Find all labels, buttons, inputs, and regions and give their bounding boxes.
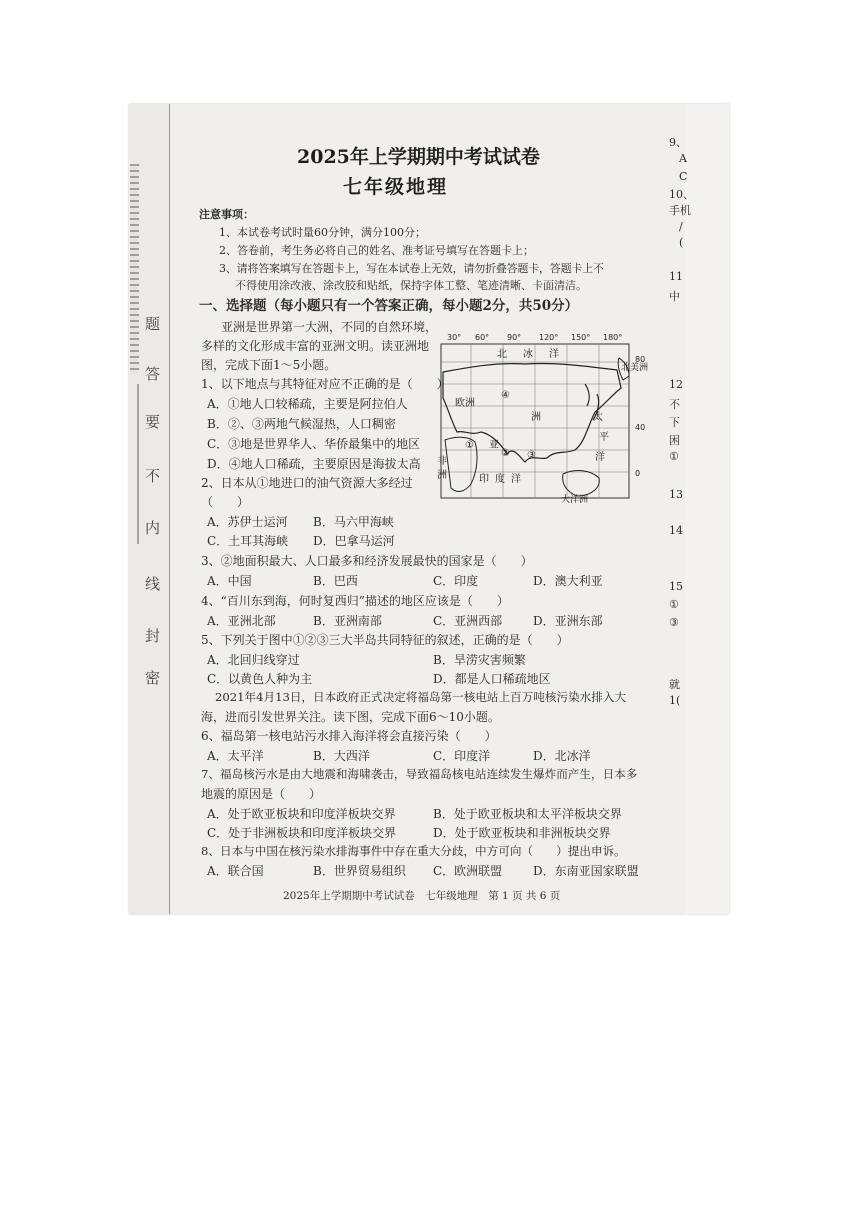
map-marker: ③ [527,450,536,461]
option: C．亚洲西部 [433,614,503,628]
margin-fragment: 11 [669,270,683,283]
margin-fragment: A [679,152,687,165]
binding-margin [129,104,170,914]
notice-line: 1、本试卷考试时量60分钟，满分100分； [219,226,426,239]
lon-label: 120° [539,333,559,342]
seal-char: 题 [143,316,161,331]
intro-line: 图，完成下面1～5小题。 [201,358,337,372]
intro-line: 海，进而引发世界关注。读下图，完成下面6～10小题。 [201,710,500,724]
option: A．苏伊士运河 [207,515,288,529]
option: B．巴西 [313,574,358,588]
asia-map [435,332,648,504]
ocean-label: 太 [593,412,603,423]
region-label: 大洋洲 [561,495,589,504]
map-marker: ④ [501,390,510,401]
ocean-label: 北 [497,349,507,360]
option: D．东南亚国家联盟 [533,864,639,878]
option: B．亚洲南部 [313,614,382,628]
question-2: 2、日本从①地进口的油气资源大多经过 [201,476,413,490]
lat-label: 0 [635,469,641,478]
lon-label: 60° [475,333,490,342]
option: A．太平洋 [207,749,264,763]
margin-fragment: 10、 [669,188,694,201]
option: B．②、③两地气候湿热，人口稠密 [207,417,396,431]
option: C．欧洲联盟 [433,864,503,878]
seal-char: 答 [143,366,161,381]
option: A．联合国 [207,864,264,878]
question-7-cont: 地震的原因是（ ） [201,787,322,801]
barcode-strip [130,164,139,374]
notice-line: 2、答卷前，考生务必将自己的姓名、准考证号填写在答题卡上； [219,244,534,257]
ocean-label: 洋 [549,349,559,360]
region-label: 洲 [437,470,447,481]
lat-label: 80 [635,355,646,364]
margin-fragment: 不 [669,398,680,411]
question-6: 6、福岛第一核电站污水排入海洋将会直接污染（ ） [201,729,497,743]
region-label: 北美洲 [621,363,648,373]
seal-char: 封 [143,628,161,643]
ocean-label: 印 [479,474,489,485]
ocean-label: 平 [599,432,609,443]
margin-fragment: 12 [669,378,683,391]
margin-fragment: / [679,220,683,233]
margin-fragment: 下 [669,416,680,429]
question-3: 3、②地面积最大、人口最多和经济发展最快的国家是（ ） [201,554,533,568]
margin-fragment: 就 [669,678,680,691]
seal-char: 密 [143,670,161,685]
page-1 [171,104,729,914]
ocean-label: 冰 [523,349,533,360]
margin-fragment: ① [669,450,679,463]
margin-fragment: 1( [669,694,681,707]
region-label: 欧洲 [455,398,475,409]
option: B．世界贸易组织 [313,864,406,878]
notice-line: 3、请将答案填写在答题卡上，写在本试卷上无效，请勿折叠答题卡，答题卡上不 [219,262,604,275]
option: A．亚洲北部 [207,614,276,628]
option: C．以黄色人种为主 [207,672,313,686]
option: C．处于非洲板块和印度洋板块交界 [207,826,397,840]
ocean-label: 洋 [595,452,605,463]
margin-fragment: 中 [669,290,680,303]
margin-fragment: C [679,170,688,183]
option: B．大西洋 [313,749,370,763]
region-label: 非 [437,456,447,467]
lon-label: 180° [603,333,623,342]
margin-fragment: 15 [669,580,683,593]
option: C．印度洋 [433,749,491,763]
exam-photo [129,104,729,914]
next-page-edge [669,104,729,914]
answer-blank: （ ） [201,495,250,509]
margin-fragment: 14 [669,524,683,537]
notice-heading: 注意事项： [199,208,254,221]
seal-char: 要 [143,414,161,429]
ocean-label: 度 [495,474,505,485]
option: D．都是人口稀疏地区 [433,672,551,686]
option: C．③地是世界华人、华侨最集中的地区 [207,437,421,451]
map-marker: ② [501,448,510,459]
question-1: 1、以下地点与其特征对应不正确的是（ ） [201,377,449,391]
lon-label: 30° [447,333,462,342]
option: D．处于欧亚板块和非洲板块交界 [433,826,611,840]
margin-fragment: ( [679,236,684,249]
option: D．澳大利亚 [533,574,603,588]
lon-label: 90° [507,333,522,342]
intro-line: 多样的文化形成丰富的亚洲文明。读亚洲地 [201,339,430,353]
exam-subject: 七年级地理 [343,176,449,198]
option: D．北冰洋 [533,749,591,763]
option: D．巴拿马运河 [313,534,395,548]
map-marker: ① [465,440,474,451]
margin-fragment: 9、 [669,136,687,149]
intro-line: 亚洲是世界第一大洲，不同的自然环境， [221,320,438,334]
margin-fragment: 手机 [669,204,691,217]
seal-line [137,384,139,544]
seal-char: 内 [143,520,161,535]
question-4: 4、“百川东到海，何时复西归”描述的地区应该是（ ） [201,594,509,608]
option: B．旱涝灾害频繁 [433,653,526,667]
lon-label: 150° [571,333,591,342]
margin-fragment: 13 [669,488,683,501]
option: A．中国 [207,574,252,588]
section-heading: 一、选择题（每小题只有一个答案正确，每小题2分，共50分） [199,298,579,314]
seal-char: 不 [143,468,161,483]
exam-title: 2025年上学期期中考试试卷 [297,146,540,168]
question-7: 7、福岛核污水是由大地震和海啸袭击，导致福岛核电站连续发生爆炸而产生，日本多 [201,767,638,781]
intro-line: 2021年4月13日，日本政府正式决定将福岛第一核电站上百万吨核污染水排入大 [215,690,627,704]
option: A．北回归线穿过 [207,653,300,667]
option: A．①地人口较稀疏，主要是阿拉伯人 [207,397,408,411]
option: C．土耳其海峡 [207,534,289,548]
option: D．亚洲东部 [533,614,603,628]
margin-fragment: ③ [669,616,679,629]
oceania-outline [563,471,600,496]
option: C．印度 [433,574,479,588]
region-label: 亚 [489,440,499,451]
option: A．处于欧亚板块和印度洋板块交界 [207,807,396,821]
option: B．马六甲海峡 [313,515,394,529]
seal-char: 线 [143,576,161,591]
region-label: 洲 [531,412,541,423]
option: B．处于欧亚板块和太平洋板块交界 [433,807,622,821]
page-footer: 2025年上学期期中考试试卷 七年级地理 第 1 页 共 6 页 [283,890,561,902]
option: D．④地人口稀疏，主要原因是海拔太高 [207,457,421,471]
question-8: 8、日本与中国在核污染水排海事件中存在重大分歧，中方可向（ ）提出申诉。 [201,844,626,858]
margin-fragment: 困 [669,434,680,447]
notice-line: 不得使用涂改液、涂改胶和贴纸，保持字体工整、笔迹清晰、卡面清洁。 [235,279,587,292]
lat-label: 40 [635,423,646,432]
margin-fragment: ① [669,598,679,611]
question-5: 5、下列关于图中①②③三大半岛共同特征的叙述，正确的是（ ） [201,633,569,647]
ocean-label: 洋 [511,474,521,485]
